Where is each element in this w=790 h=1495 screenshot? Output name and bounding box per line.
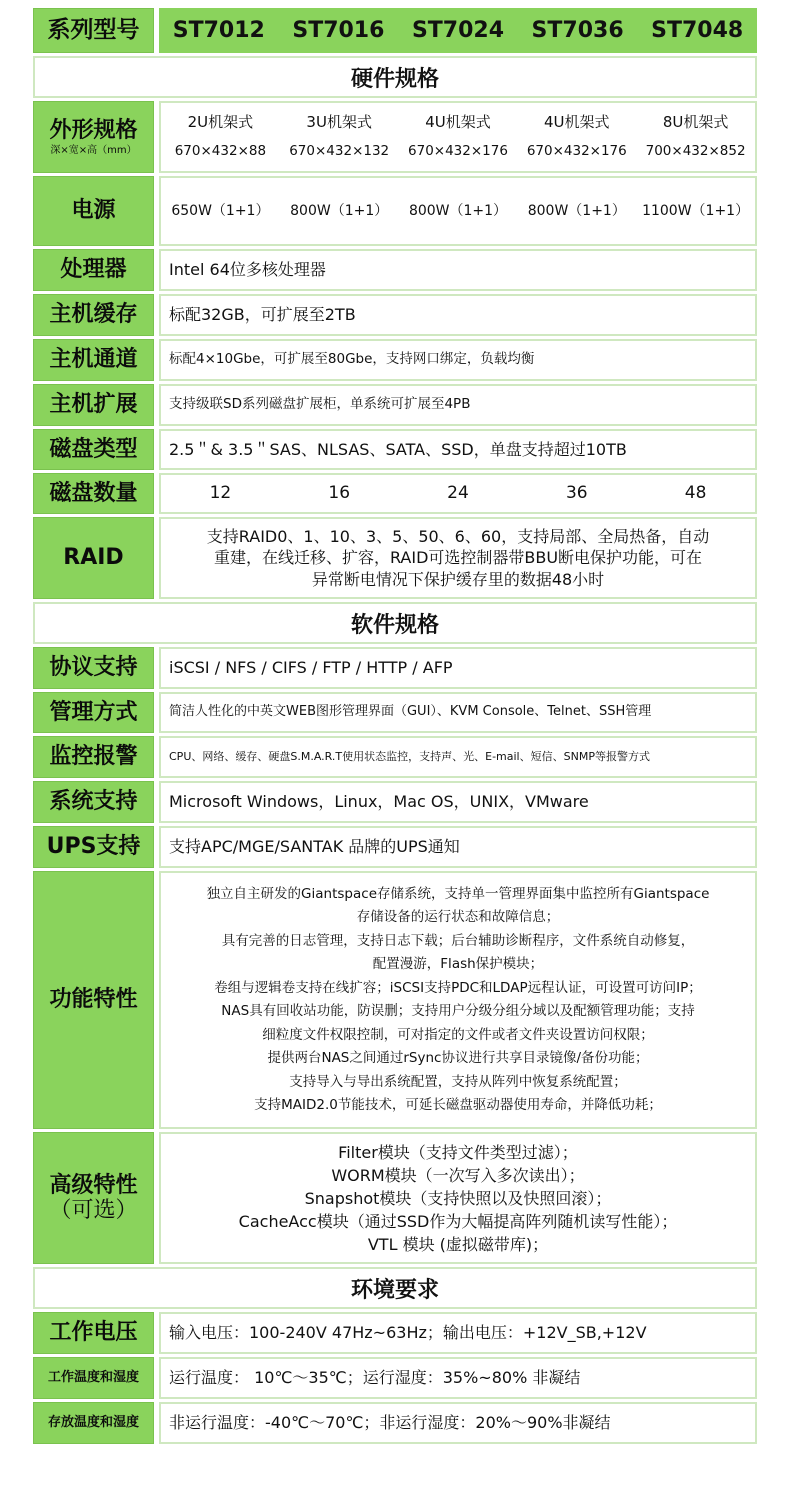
disk-count-label: 磁盘数量 bbox=[33, 473, 154, 514]
feature-line: 具有完善的日志管理，支持日志下载；后台辅助诊断程序，文件系统自动修复， bbox=[221, 932, 695, 949]
cpu-row bbox=[33, 249, 757, 291]
disk-count-row bbox=[33, 473, 757, 514]
chassis-dims: 670×432×132 bbox=[289, 143, 390, 160]
channel-row bbox=[33, 339, 757, 381]
advanced-title: 高级特性 bbox=[49, 1172, 138, 1198]
power-values bbox=[159, 176, 757, 246]
chassis-dims: 700×432×852 bbox=[645, 143, 746, 160]
os-value: Microsoft Windows，Linux，Mac OS，UNIX，VMware bbox=[159, 781, 757, 823]
chassis-dims: 670×432×176 bbox=[408, 143, 508, 160]
operating-env-label: 工作温度和湿度 bbox=[33, 1357, 154, 1399]
expansion-label: 主机扩展 bbox=[33, 384, 154, 426]
features-label: 功能特性 bbox=[33, 871, 154, 1129]
advanced-label bbox=[33, 1132, 154, 1264]
features-value bbox=[159, 871, 757, 1129]
voltage-row bbox=[33, 1312, 757, 1354]
advanced-optional: （可选） bbox=[49, 1198, 138, 1223]
storage-env-label: 存放温度和湿度 bbox=[33, 1402, 154, 1444]
storage-env-row bbox=[33, 1402, 757, 1444]
feature-line: NAS具有回收站功能，防误删；支持用户分级分组分域以及配额管理功能；支持 bbox=[221, 1003, 695, 1019]
protocol-row bbox=[33, 647, 757, 689]
power-value: 800W（1+1） bbox=[527, 202, 626, 219]
form-factor-values bbox=[159, 101, 757, 173]
operating-env-row bbox=[33, 1357, 757, 1399]
model-series-label: 系列型号 bbox=[33, 8, 154, 53]
chassis-type: 2U机架式 bbox=[187, 113, 254, 132]
power-row bbox=[33, 176, 757, 246]
chassis-type: 8U机架式 bbox=[662, 113, 729, 132]
advanced-line: Snapshot模块（支持快照以及快照回滚）； bbox=[304, 1188, 612, 1208]
form-factor-row bbox=[33, 101, 757, 173]
protocol-value: iSCSI / NFS / CIFS / FTP / HTTP / AFP bbox=[159, 647, 757, 689]
advanced-line: Filter模块（支持文件类型过滤）； bbox=[338, 1142, 578, 1162]
disk-type-label: 磁盘类型 bbox=[33, 429, 154, 470]
monitor-value: CPU、网络、缓存、硬盘S.M.A.R.T使用状态监控，支持声、光、E-mail、短信、SNMP等报警方式 bbox=[159, 736, 757, 778]
model-name: ST7036 bbox=[531, 18, 624, 43]
environment-section-title: 环境要求 bbox=[33, 1267, 757, 1309]
raid-value bbox=[159, 517, 757, 599]
cpu-value: Intel 64位多核处理器 bbox=[159, 249, 757, 291]
channel-label: 主机通道 bbox=[33, 339, 154, 381]
power-value: 650W（1+1） bbox=[171, 202, 270, 219]
software-section-title: 软件规格 bbox=[33, 602, 757, 644]
raid-line: 支持RAID0、1、10、3、5、50、6、60，支持局部、全局热备，自动 bbox=[206, 526, 710, 546]
raid-label: RAID bbox=[33, 517, 154, 599]
ups-value: 支持APC/MGE/SANTAK 品牌的UPS通知 bbox=[159, 826, 757, 868]
form-factor-unit: 深×宽×高（mm） bbox=[50, 144, 137, 156]
model-list bbox=[159, 8, 757, 53]
storage-env-value: 非运行温度：-40℃～70℃；非运行湿度：20%～90%非凝结 bbox=[159, 1402, 757, 1444]
feature-line: 支持导入与导出系统配置，支持从阵列中恢复系统配置； bbox=[289, 1073, 627, 1090]
spec-sheet bbox=[33, 8, 757, 1444]
feature-line: 提供两台NAS之间通过rSync协议进行共享目录镜像/备份功能； bbox=[267, 1050, 649, 1066]
monitor-row bbox=[33, 736, 757, 778]
disk-type-row bbox=[33, 429, 757, 470]
feature-line: 支持MAID2.0节能技术，可延长磁盘驱动器使用寿命，并降低功耗； bbox=[254, 1097, 662, 1113]
chassis-dims: 670×432×88 bbox=[174, 143, 267, 160]
cpu-label: 处理器 bbox=[33, 249, 154, 291]
features-row bbox=[33, 871, 757, 1129]
management-row bbox=[33, 692, 757, 733]
monitor-label: 监控报警 bbox=[33, 736, 154, 778]
advanced-line: VTL 模块 (虚拟磁带库)； bbox=[367, 1234, 549, 1254]
disk-count-value: 48 bbox=[684, 483, 707, 504]
chassis-dims: 670×432×176 bbox=[526, 143, 627, 160]
model-header-row bbox=[33, 8, 757, 53]
feature-line: 卷组与逻辑卷支持在线扩容；iSCSI支持PDC和LDAP远程认证，可设置可访问IP； bbox=[214, 979, 702, 996]
feature-line: 配置漫游，Flash保护模块； bbox=[372, 956, 544, 972]
power-value: 800W（1+1） bbox=[408, 202, 508, 219]
hardware-section-title: 硬件规格 bbox=[33, 56, 757, 98]
power-value: 1100W（1+1） bbox=[642, 202, 750, 219]
power-label: 电源 bbox=[33, 176, 154, 246]
ups-row bbox=[33, 826, 757, 868]
voltage-label: 工作电压 bbox=[33, 1312, 154, 1354]
advanced-row bbox=[33, 1132, 757, 1264]
chassis-type: 4U机架式 bbox=[544, 113, 610, 132]
disk-count-values bbox=[159, 473, 757, 514]
form-factor-label bbox=[33, 101, 154, 173]
feature-line: 存储设备的运行状态和故障信息； bbox=[356, 909, 560, 925]
model-name: ST7024 bbox=[411, 18, 505, 43]
management-label: 管理方式 bbox=[33, 692, 154, 733]
power-value: 800W（1+1） bbox=[290, 202, 389, 219]
cache-row bbox=[33, 294, 757, 336]
raid-row bbox=[33, 517, 757, 599]
cache-value: 标配32GB，可扩展至2TB bbox=[159, 294, 757, 336]
advanced-value bbox=[159, 1132, 757, 1264]
chassis-type: 4U机架式 bbox=[425, 113, 491, 132]
expansion-value: 支持级联SD系列磁盘扩展柜，单系统可扩展至4PB bbox=[159, 384, 757, 426]
feature-line: 独立自主研发的Giantspace存储系统，支持单一管理界面集中监控所有Giantspace bbox=[206, 885, 710, 902]
expansion-row bbox=[33, 384, 757, 426]
management-value: 简洁人性化的中英文WEB图形管理界面（GUI）、KVM Console、Telnet、SSH管理 bbox=[159, 692, 757, 733]
disk-type-value: 2.5＂& 3.5＂SAS、NLSAS、SATA、SSD，单盘支持超过10TB bbox=[159, 429, 757, 470]
model-name: ST7048 bbox=[651, 18, 744, 43]
protocol-label: 协议支持 bbox=[33, 647, 154, 689]
model-name: ST7012 bbox=[172, 18, 265, 43]
form-factor-title: 外形规格 bbox=[49, 117, 138, 143]
os-label: 系统支持 bbox=[33, 781, 154, 823]
disk-count-value: 16 bbox=[328, 483, 351, 504]
channel-value: 标配4×10Gbe，可扩展至80Gbe，支持网口绑定，负载均衡 bbox=[159, 339, 757, 381]
model-name: ST7016 bbox=[292, 18, 385, 43]
disk-count-value: 12 bbox=[209, 483, 232, 504]
os-row bbox=[33, 781, 757, 823]
feature-line: 细粒度文件权限控制，可对指定的文件或者文件夹设置访问权限； bbox=[262, 1026, 654, 1043]
ups-label: UPS支持 bbox=[33, 826, 154, 868]
raid-line: 重建，在线迁移、扩容，RAID可选控制器带BBU断电保护功能，可在 bbox=[213, 548, 703, 568]
disk-count-value: 24 bbox=[447, 483, 469, 504]
voltage-value: 输入电压：100-240V 47Hz~63Hz；输出电压：+12V_SB,+12V bbox=[159, 1312, 757, 1354]
disk-count-value: 36 bbox=[565, 483, 588, 504]
operating-env-value: 运行温度： 10℃～35℃；运行湿度：35%~80% 非凝结 bbox=[159, 1357, 757, 1399]
advanced-line: CacheAcc模块（通过SSD作为大幅提高阵列随机读写性能）； bbox=[238, 1211, 678, 1231]
raid-line: 异常断电情况下保护缓存里的数据48小时 bbox=[311, 569, 605, 589]
chassis-type: 3U机架式 bbox=[306, 113, 372, 132]
advanced-line: WORM模块（一次写入多次读出）； bbox=[331, 1165, 585, 1185]
cache-label: 主机缓存 bbox=[33, 294, 154, 336]
